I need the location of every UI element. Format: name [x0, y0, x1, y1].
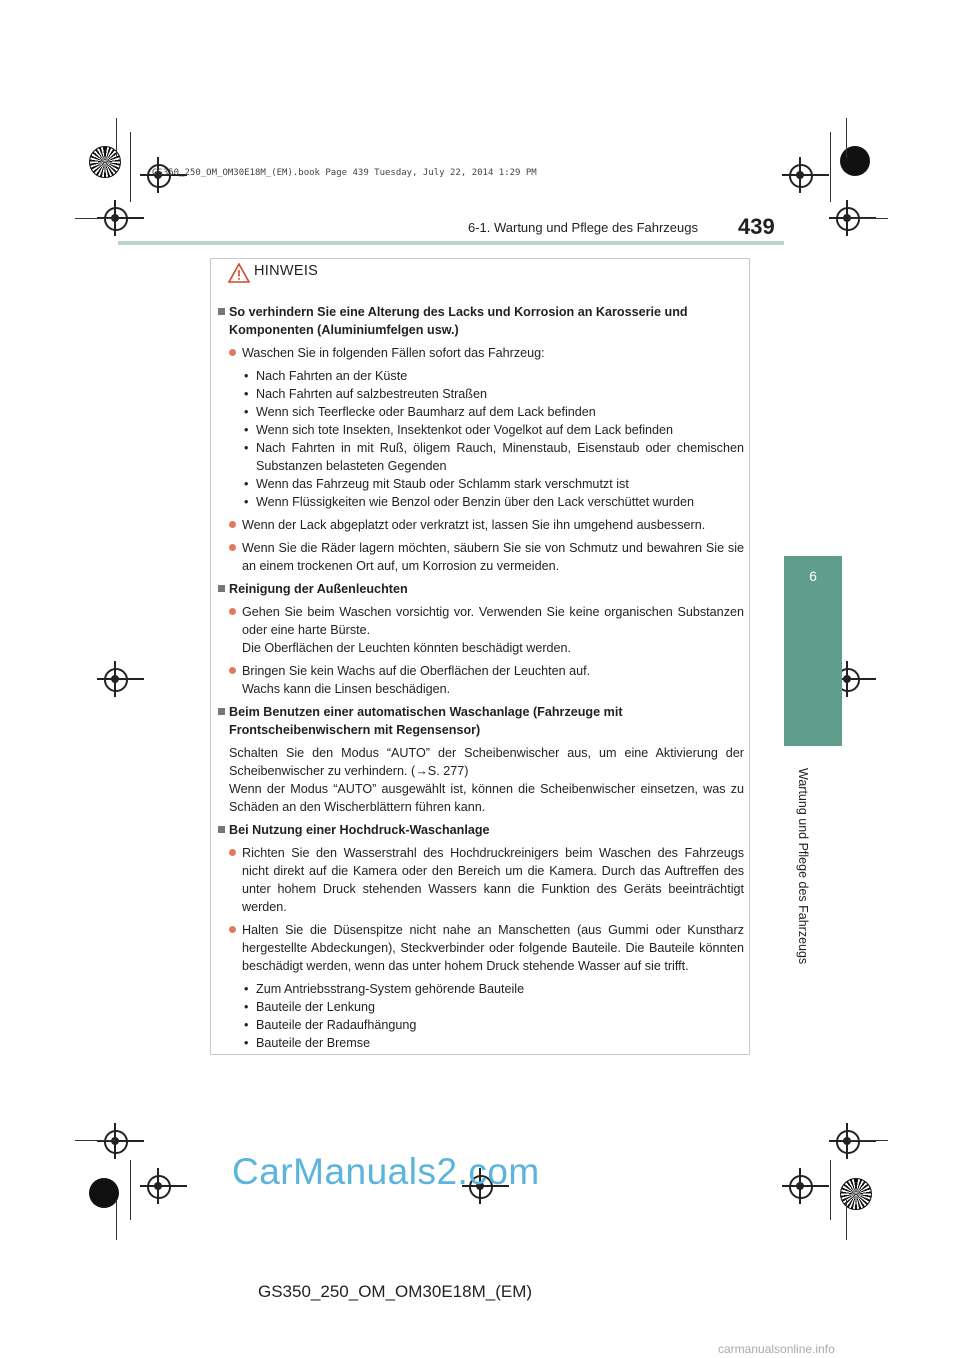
crop-line — [116, 118, 117, 158]
warning-triangle-icon — [228, 263, 250, 283]
crop-line — [830, 1160, 831, 1220]
footer-model-code: GS350_250_OM_OM30E18M_(EM) — [258, 1282, 533, 1301]
section-heading: Beim Benutzen einer automatischen Waschanlage (Fahrzeuge mit Frontscheibenwischern mit Regensensor) — [218, 703, 744, 739]
crosshair-mark — [97, 661, 133, 697]
crosshair-mark — [782, 157, 818, 193]
crosshair-mark — [140, 1168, 176, 1204]
crop-line — [846, 118, 847, 158]
sub-item: • Wenn das Fahrzeug mit Staub oder Schlamm stark verschmutzt ist — [244, 477, 629, 491]
square-bullet-icon — [218, 826, 225, 833]
round-bullet-icon — [229, 521, 236, 528]
bullet-item: Wenn Sie die Räder lagern möchten, säubern Sie sie von Schmutz und bewahren Sie sie an einem trockenen Ort auf, um Korrosion zu vermeiden. — [218, 539, 744, 575]
notice-label: HINWEIS — [254, 263, 319, 279]
round-bullet-icon — [229, 544, 236, 551]
notice-content — [218, 303, 744, 1052]
round-bullet-icon — [229, 926, 236, 933]
page-number: 439 — [738, 214, 775, 239]
crosshair-mark — [782, 1168, 818, 1204]
chapter-tab-number: 6 — [809, 568, 817, 584]
square-bullet-icon — [218, 585, 225, 592]
sub-item: • Nach Fahrten in mit Ruß, öligem Rauch, Minenstaub, Eisenstaub oder chemischen Substanzen belasteten Gegenden — [244, 441, 744, 473]
round-bullet-icon — [229, 849, 236, 856]
square-bullet-icon — [218, 308, 225, 315]
sub-item: • Wenn Flüssigkeiten wie Benzol oder Benzin über den Lack verschüttet wurden — [244, 495, 694, 509]
bullet-item: Waschen Sie in folgenden Fällen sofort das Fahrzeug: — [218, 344, 744, 362]
crop-line — [848, 1140, 888, 1141]
crop-line — [116, 1200, 117, 1240]
square-bullet-icon — [218, 708, 225, 715]
round-bullet-icon — [229, 349, 236, 356]
crop-line — [830, 132, 831, 202]
bullet-item: Wenn der Lack abgeplatzt oder verkratzt ist, lassen Sie ihn umgehend ausbessern. — [218, 516, 744, 534]
sub-item: • Nach Fahrten auf salzbestreuten Straßen — [244, 387, 488, 401]
sub-item: • Zum Antriebsstrang-System gehörende Bauteile — [244, 982, 525, 996]
crop-line — [846, 1200, 847, 1240]
section-heading: Bei Nutzung einer Hochdruck-Waschanlage — [218, 821, 744, 839]
chapter-tab-label: Wartung und Pflege des Fahrzeugs — [796, 768, 810, 965]
round-bullet-icon — [229, 608, 236, 615]
crop-line — [130, 1160, 131, 1220]
watermark-text: CarManuals2.com — [232, 1151, 540, 1192]
bullet-item: Gehen Sie beim Waschen vorsichtig vor. Verwenden Sie keine organischen Substanzen oder eine harte Bürste. Die Oberflächen der Leuchten könnten beschädigt werden. — [218, 603, 744, 657]
bullet-item: Richten Sie den Wasserstrahl des Hochdruckreinigers beim Waschen des Fahrzeugs nicht direkt auf die Kamera oder den Bereich um die Kamera. Durch das Auftreffen des unter hohem Druck stehenden Wassers kann die Funktion des Geräts beeinträchtigt werden. — [218, 844, 744, 916]
sub-item: • Bauteile der Lenkung — [244, 1000, 376, 1014]
chapter-tab — [784, 556, 842, 746]
bullet-item: Bringen Sie kein Wachs auf die Oberflächen der Leuchten auf. Wachs kann die Linsen beschädigen. — [218, 662, 744, 698]
sub-item: • Bauteile der Radaufhängung — [244, 1018, 417, 1032]
registration-dot-bottom-left — [89, 1178, 119, 1208]
sub-item: • Wenn sich Teerflecke oder Baumharz auf dem Lack befinden — [244, 405, 596, 419]
registration-star-mark-bottom-right — [840, 1178, 872, 1210]
crosshair-mark — [829, 1123, 865, 1159]
sub-item: • Wenn sich tote Insekten, Insektenkot oder Vogelkot auf dem Lack befinden — [244, 423, 674, 437]
section-title: 6-1. Wartung und Pflege des Fahrzeugs — [467, 220, 698, 235]
sub-item: • Nach Fahrten an der Küste — [244, 369, 408, 383]
sub-item: • Bauteile der Bremse — [244, 1036, 371, 1050]
round-bullet-icon — [229, 667, 236, 674]
site-watermark: carmanualsonline.info — [718, 1342, 835, 1356]
section-heading: Reinigung der Außenleuchten — [218, 580, 744, 598]
header-rule — [118, 241, 784, 245]
crop-line — [848, 218, 888, 219]
registration-dot-top-right — [840, 146, 870, 176]
crop-line — [130, 132, 131, 202]
paragraph: Schalten Sie den Modus “AUTO” der Scheibenwischer aus, um eine Aktivierung der Scheibenwischer zu verhindern. (→S. 277) Wenn der Modus “AUTO” ausgewählt ist, können die Scheibenwischer einsetzen, was zu Schäden an den Wischerblättern führen kann. — [229, 746, 744, 814]
section-heading: So verhindern Sie eine Alterung des Lacks und Korrosion an Karosserie und Komponenten (Aluminiumfelgen usw.) — [218, 303, 744, 339]
bullet-item: Halten Sie die Düsenspitze nicht nahe an Manschetten (aus Gummi oder Kunstharz hergestellte Abdeckungen), Steckverbinder oder folgende Bauteile. Die Bauteile könnten beschädigt werden, wenn das unter hohem Druck stehende Wasser auf sie trifft. — [218, 921, 744, 975]
crop-line — [75, 218, 115, 219]
crop-line — [75, 1140, 115, 1141]
crosshair-mark — [97, 1123, 133, 1159]
book-header: GS350_250_OM_OM30E18M_(EM).book Page 439 Tuesday, July 22, 2014 1:29 PM — [152, 168, 537, 178]
